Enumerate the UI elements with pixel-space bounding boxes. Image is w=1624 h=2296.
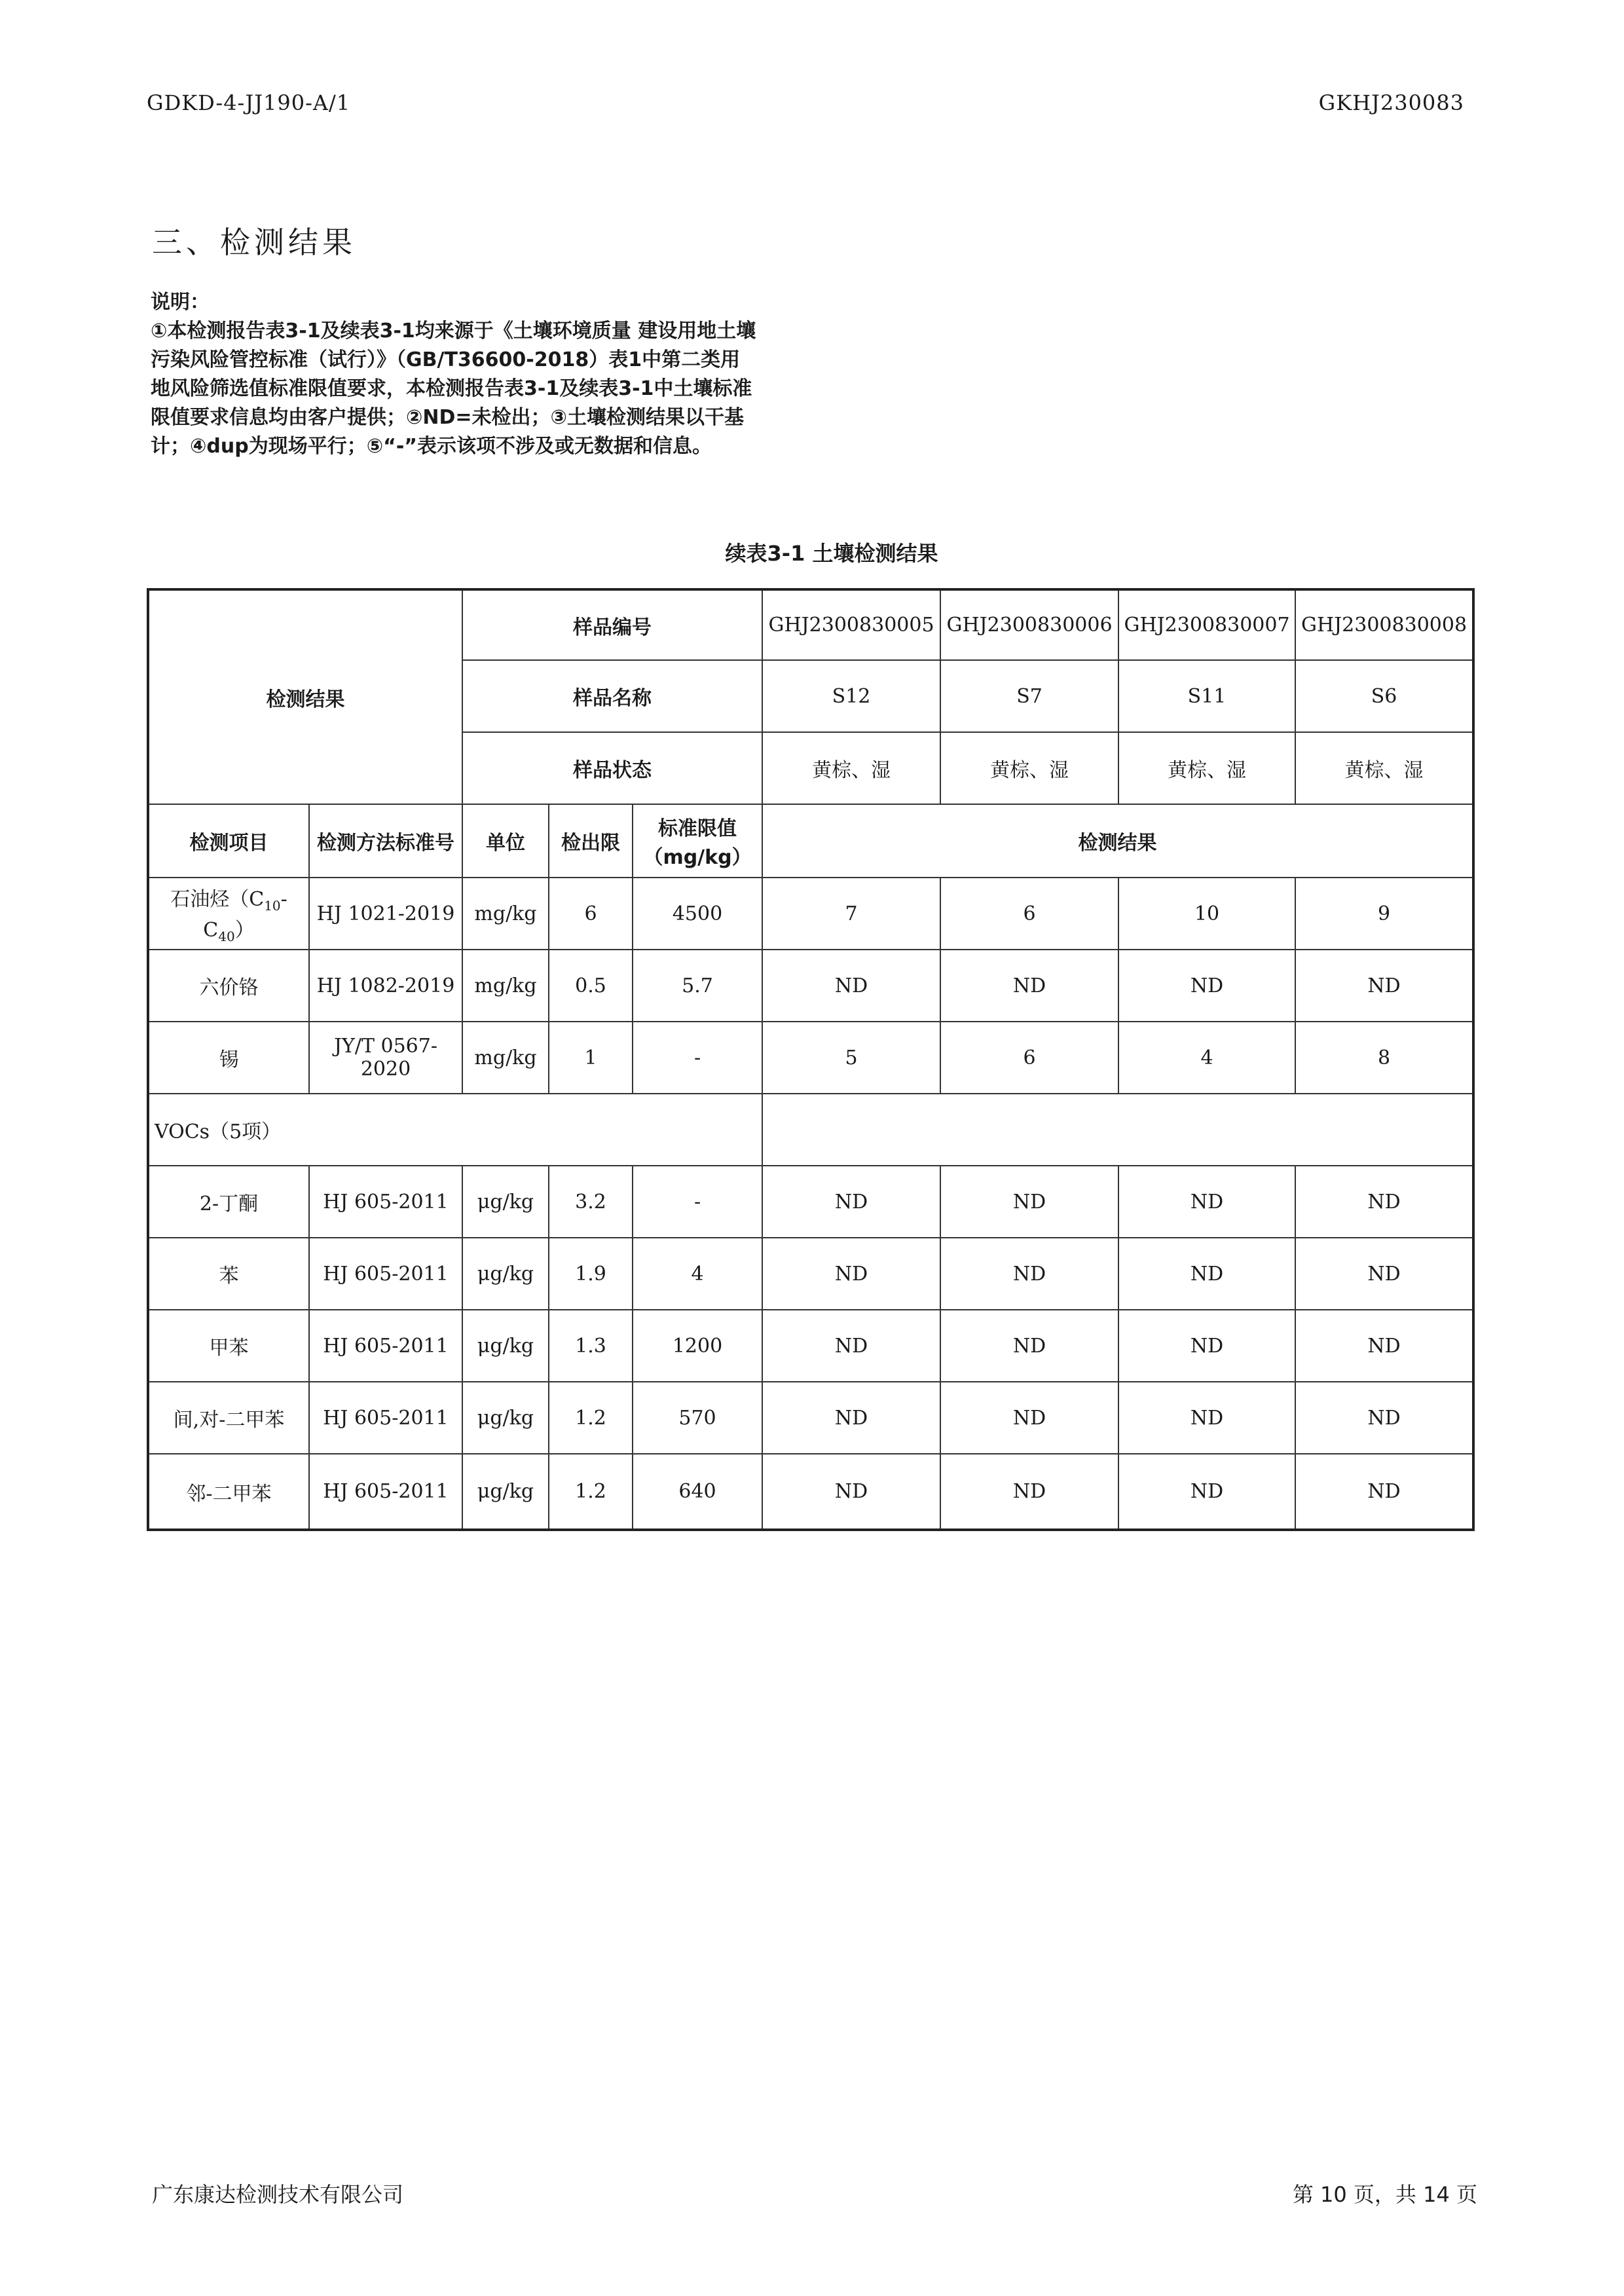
group-label: VOCs（5项） — [148, 1094, 762, 1166]
unit: mg/kg — [462, 1022, 549, 1094]
result: ND — [762, 1382, 940, 1454]
result: ND — [762, 950, 940, 1022]
table-row — [148, 1310, 1473, 1382]
standard-limit: 640 — [633, 1454, 762, 1530]
result: 6 — [940, 1022, 1118, 1094]
detection-limit: 1.3 — [549, 1310, 633, 1382]
result: ND — [940, 950, 1118, 1022]
method: HJ 605-2011 — [309, 1238, 462, 1310]
result: ND — [1295, 1310, 1473, 1382]
item-name: 间,对-二甲苯 — [148, 1382, 309, 1454]
result: ND — [940, 1382, 1118, 1454]
detection-limit: 1 — [549, 1022, 633, 1094]
result: ND — [1118, 1382, 1295, 1454]
detection-limit: 1.2 — [549, 1382, 633, 1454]
method: HJ 605-2011 — [309, 1166, 462, 1238]
result: ND — [940, 1238, 1118, 1310]
result: ND — [940, 1454, 1118, 1530]
unit: μg/kg — [462, 1238, 549, 1310]
col-header-limit: 标准限值（mg/kg） — [633, 804, 762, 878]
sample-state: 黄棕、湿 — [1295, 732, 1473, 804]
section-title: 三、检测结果 — [152, 225, 356, 260]
unit: mg/kg — [462, 878, 549, 950]
sample-no: GHJ2300830008 — [1295, 589, 1473, 660]
standard-limit: 4 — [633, 1238, 762, 1310]
detection-limit: 1.9 — [549, 1238, 633, 1310]
result: ND — [940, 1166, 1118, 1238]
table-row — [148, 950, 1473, 1022]
sample-no: GHJ2300830005 — [762, 589, 940, 660]
notes-label: 说明： — [151, 291, 210, 314]
detection-limit: 3.2 — [549, 1166, 633, 1238]
table-row — [148, 1454, 1473, 1530]
method: HJ 605-2011 — [309, 1310, 462, 1382]
col-header-lod: 检出限 — [549, 804, 633, 878]
sample-state-label: 样品状态 — [462, 732, 762, 804]
corner-label: 检测结果 — [148, 589, 462, 804]
item-name: 苯 — [148, 1238, 309, 1310]
result: 7 — [762, 878, 940, 950]
result: ND — [1118, 1166, 1295, 1238]
sample-no: GHJ2300830007 — [1118, 589, 1295, 660]
detection-limit: 6 — [549, 878, 633, 950]
method: HJ 1021-2019 — [309, 878, 462, 950]
table-row — [148, 1382, 1473, 1454]
sample-name-label: 样品名称 — [462, 660, 762, 732]
sample-name: S7 — [940, 660, 1118, 732]
sample-state: 黄棕、湿 — [1118, 732, 1295, 804]
sample-state: 黄棕、湿 — [762, 732, 940, 804]
table-row — [148, 1022, 1473, 1094]
sample-name: S12 — [762, 660, 940, 732]
result: 5 — [762, 1022, 940, 1094]
unit: mg/kg — [462, 950, 549, 1022]
standard-limit: - — [633, 1022, 762, 1094]
table-row — [148, 1166, 1473, 1238]
result: ND — [762, 1166, 940, 1238]
company-name: 广东康达检测技术有限公司 — [152, 2182, 404, 2207]
item-name: 六价铬 — [148, 950, 309, 1022]
result: 8 — [1295, 1022, 1473, 1094]
sample-no-label: 样品编号 — [462, 589, 762, 660]
result: ND — [1295, 950, 1473, 1022]
result: ND — [762, 1310, 940, 1382]
group-row — [148, 1094, 1473, 1166]
result: ND — [762, 1454, 940, 1530]
result: ND — [1118, 950, 1295, 1022]
standard-limit: 5.7 — [633, 950, 762, 1022]
sample-name: S6 — [1295, 660, 1473, 732]
table-row — [148, 1238, 1473, 1310]
result: 6 — [940, 878, 1118, 950]
col-header-unit: 单位 — [462, 804, 549, 878]
result: ND — [1295, 1382, 1473, 1454]
unit: μg/kg — [462, 1166, 549, 1238]
item-name: 甲苯 — [148, 1310, 309, 1382]
notes-text: ①本检测报告表3-1及续表3-1均来源于《土壤环境质量 建设用地土壤污染风险管控标准（试行）》（GB/T36600-2018）表1中第二类用地风险筛选值标准限值要求，本检测报告表3-1及续表3-1中土壤标准限值要求信息均由客户提供；②ND=未检出；③土壤检测结果以干基计；④dup为现场平行；⑤“-”表示该项不涉及或无数据和信息。 — [151, 320, 756, 458]
method: HJ 605-2011 — [309, 1382, 462, 1454]
page-number: 第 10 页，共 14 页 — [1292, 2182, 1477, 2207]
item-name: 邻-二甲苯 — [148, 1454, 309, 1530]
col-header-results: 检测结果 — [762, 804, 1473, 878]
report-number: GKHJ230083 — [1318, 90, 1464, 115]
result: ND — [1295, 1238, 1473, 1310]
standard-limit: 570 — [633, 1382, 762, 1454]
method: JY/T 0567-2020 — [309, 1022, 462, 1094]
col-header-item: 检测项目 — [148, 804, 309, 878]
result: 10 — [1118, 878, 1295, 950]
sample-no-row — [148, 589, 1473, 660]
result: ND — [1118, 1454, 1295, 1530]
result: ND — [1295, 1454, 1473, 1530]
table-title: 续表3-1 土壤检测结果 — [725, 541, 938, 566]
result: 4 — [1118, 1022, 1295, 1094]
unit: μg/kg — [462, 1454, 549, 1530]
sample-no: GHJ2300830006 — [940, 589, 1118, 660]
standard-limit: 4500 — [633, 878, 762, 950]
results-table — [147, 588, 1475, 1531]
result: ND — [940, 1310, 1118, 1382]
item-name: 石油烃$(C_{10}-C_{40})$ — [148, 878, 309, 950]
notes — [151, 288, 760, 461]
method: HJ 605-2011 — [309, 1454, 462, 1530]
unit: μg/kg — [462, 1310, 549, 1382]
unit: μg/kg — [462, 1382, 549, 1454]
method: HJ 1082-2019 — [309, 950, 462, 1022]
table-row — [148, 878, 1473, 950]
result: ND — [762, 1238, 940, 1310]
result: ND — [1118, 1238, 1295, 1310]
detection-limit: 1.2 — [549, 1454, 633, 1530]
item-name: 2-丁酮 — [148, 1166, 309, 1238]
item-name: 锡 — [148, 1022, 309, 1094]
standard-limit: 1200 — [633, 1310, 762, 1382]
sample-state: 黄棕、湿 — [940, 732, 1118, 804]
document-code: GDKD-4-JJ190-A/1 — [147, 90, 351, 115]
result: ND — [1295, 1166, 1473, 1238]
standard-limit: - — [633, 1166, 762, 1238]
result: ND — [1118, 1310, 1295, 1382]
group-empty-cell — [762, 1094, 1473, 1166]
sample-name: S11 — [1118, 660, 1295, 732]
detection-limit: 0.5 — [549, 950, 633, 1022]
column-header-row — [148, 804, 1473, 878]
result: 9 — [1295, 878, 1473, 950]
col-header-method: 检测方法标准号 — [309, 804, 462, 878]
